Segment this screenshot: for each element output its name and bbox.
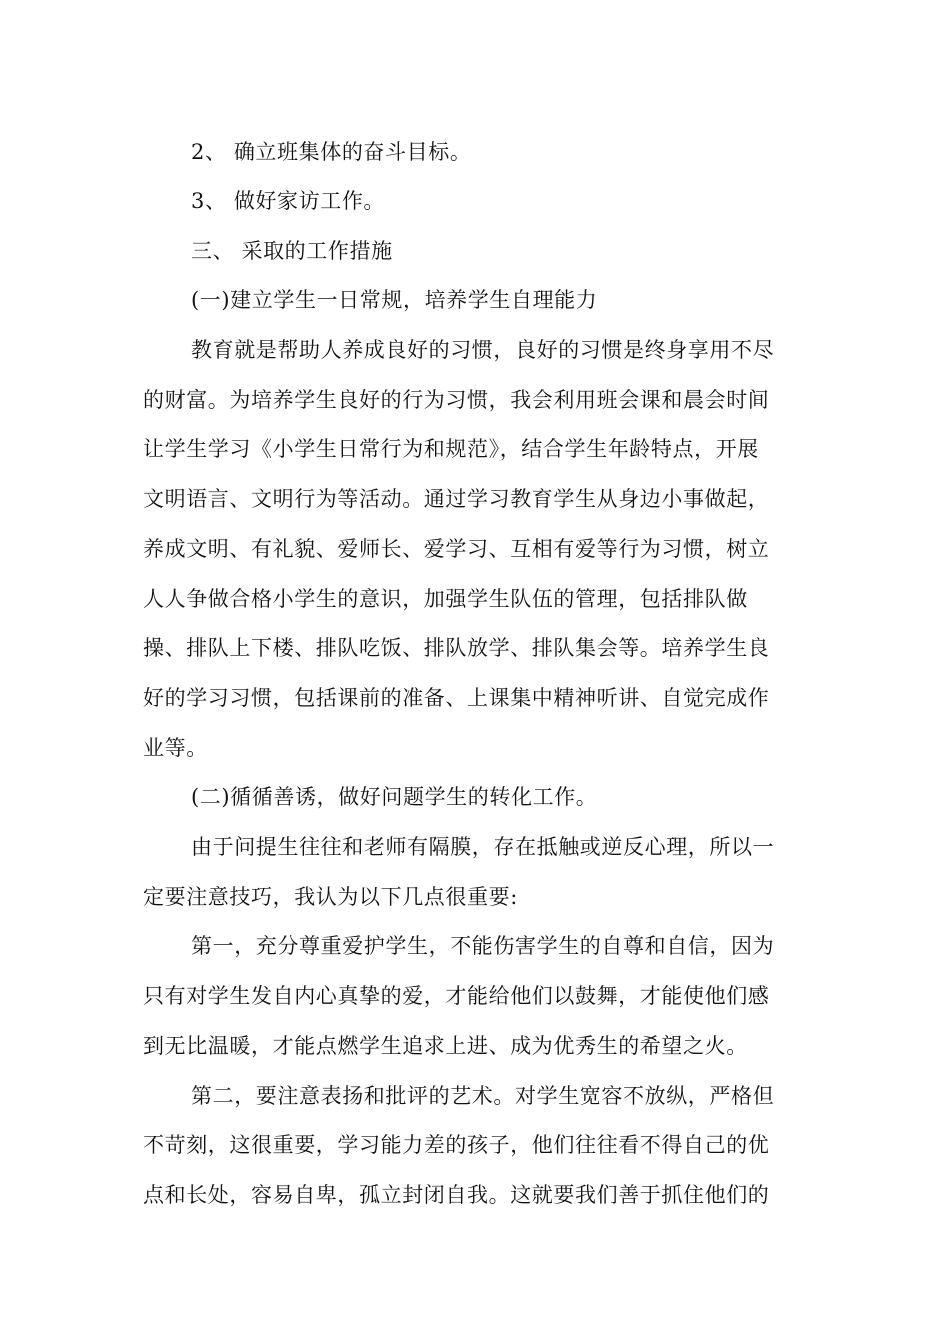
paragraph-4-line-1: 第二，要注意表扬和批评的艺术。对学生宽容不放纵，严格但 (191, 1084, 775, 1108)
paragraph-3-line-1: 第一，充分尊重爱护学生，不能伤害学生的自尊和自信，因为 (191, 934, 775, 958)
paragraph-3-line-2: 只有对学生发自内心真挚的爱，才能给他们以鼓舞，才能使他们感 (143, 984, 770, 1008)
paragraph-4-line-3: 点和长处，容易自卑，孤立封闭自我。这就要我们善于抓住他们的 (143, 1183, 770, 1207)
paragraph-1-line-8: 好的学习习惯，包括课前的准备、上课集中精神听讲、自觉完成作 (143, 686, 770, 710)
paragraph-2-line-1: 由于问提生往往和老师有隔膜，存在抵触或逆反心理，所以一 (191, 835, 775, 859)
list-item-2: 2、 确立班集体的奋斗目标。 (191, 140, 472, 164)
paragraph-4-line-2: 不苛刻，这很重要，学习能力差的孩子，他们往往看不得自己的优 (143, 1133, 770, 1157)
paragraph-1-line-1: 教育就是帮助人养成良好的习惯，良好的习惯是终身享用不尽 (191, 338, 775, 362)
paragraph-1-line-7: 操、排队上下楼、排队吃饭、排队放学、排队集会等。培养学生良 (143, 636, 770, 660)
list-item-3: 3、 做好家访工作。 (191, 189, 386, 213)
subsection-heading-1: (一)建立学生一日常规，培养学生自理能力 (191, 288, 598, 312)
paragraph-1-line-5: 养成文明、有礼貌、爱师长、爱学习、互相有爱等行为习惯，树立 (143, 537, 770, 561)
paragraph-1-line-9: 业等。 (143, 736, 208, 760)
paragraph-1-line-6: 人人争做合格小学生的意识，加强学生队伍的管理，包括排队做 (143, 587, 748, 611)
paragraph-2-line-2: 定要注意技巧，我认为以下几点很重要: (143, 885, 518, 909)
paragraph-1-line-2: 的财富。为培养学生良好的行为习惯，我会利用班会课和晨会时间 (143, 388, 770, 412)
subsection-heading-2: (二)循循善诱，做好问题学生的转化工作。 (191, 785, 598, 809)
paragraph-1-line-3: 让学生学习《小学生日常行为和规范》，结合学生年龄特点，开展 (143, 437, 759, 461)
section-heading-3: 三、 采取的工作措施 (191, 239, 393, 263)
paragraph-1-line-4: 文明语言、文明行为等活动。通过学习教育学生从身边小事做起， (143, 487, 770, 511)
paragraph-3-line-3: 到无比温暖，才能点燃学生追求上进、成为优秀生的希望之火。 (143, 1034, 748, 1058)
